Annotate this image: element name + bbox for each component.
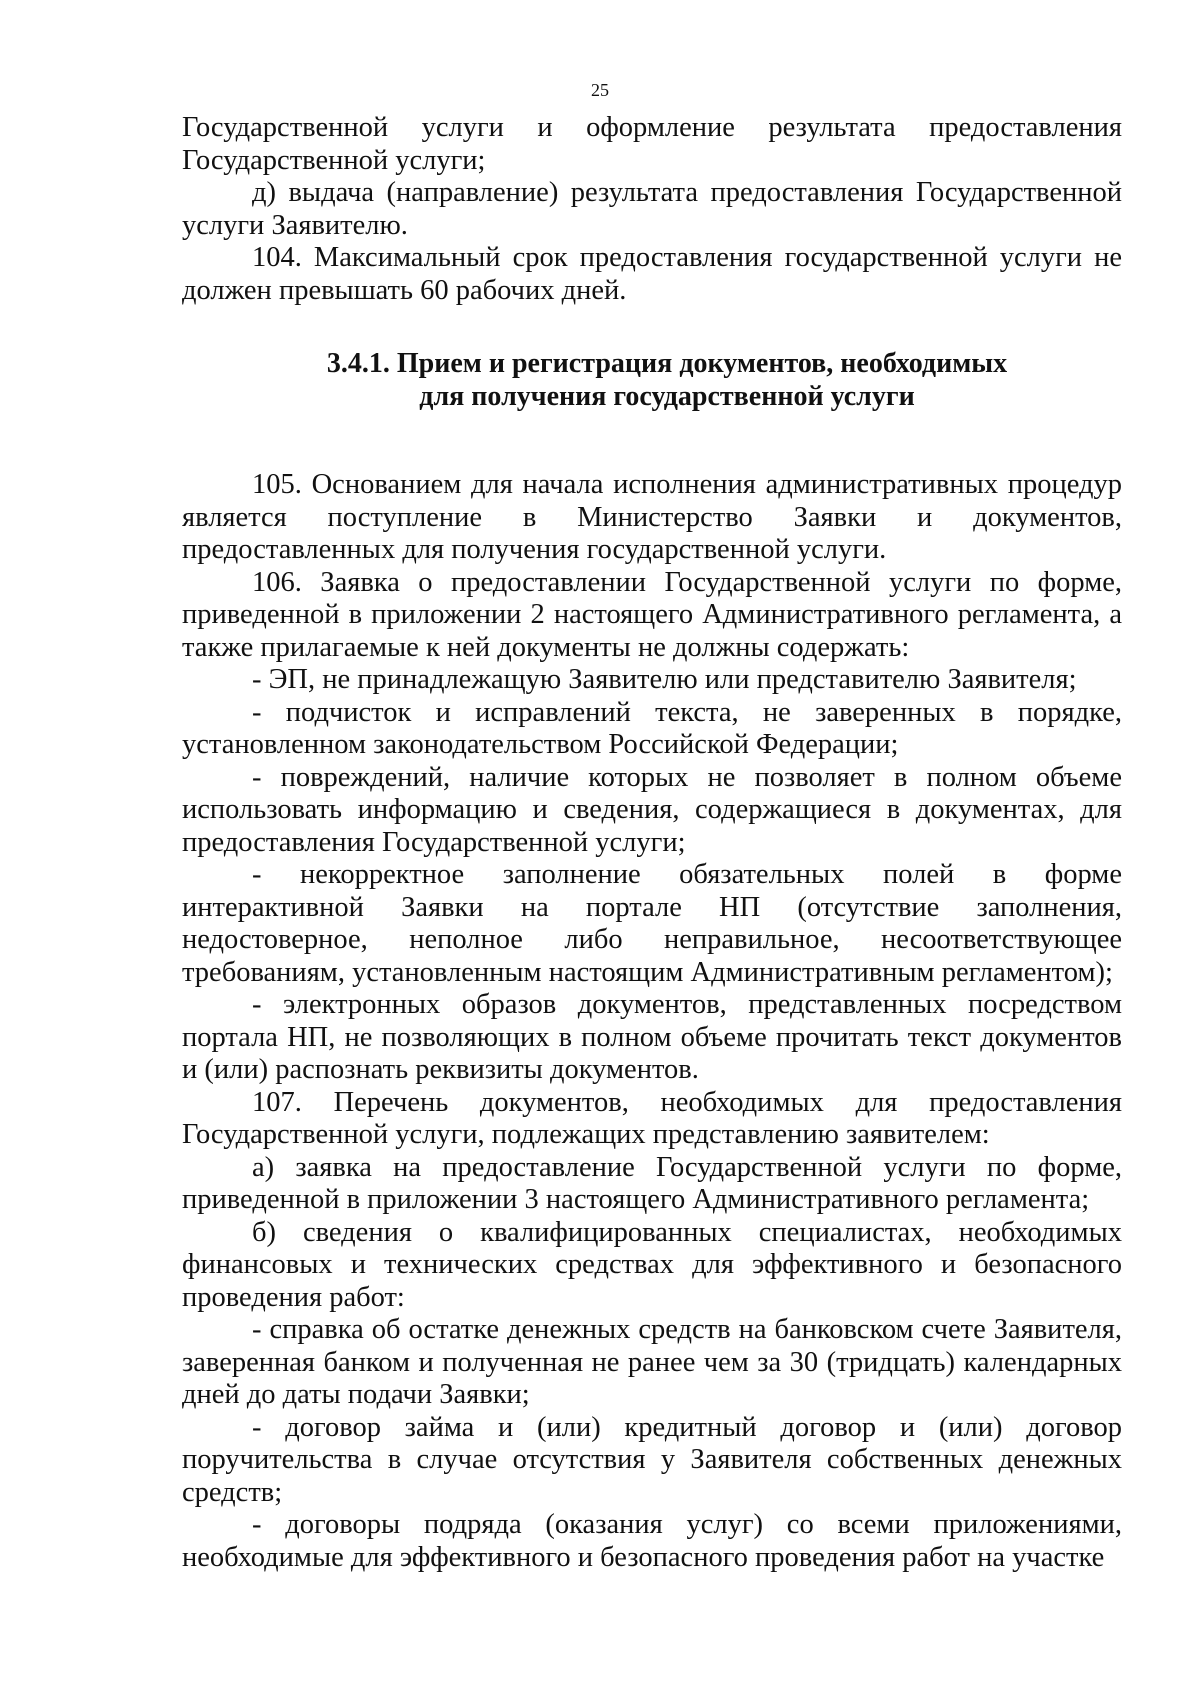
list-item-107-b-3: - договоры подряда (оказания услуг) со всеми приложениями, необходимые для эффективного и безопасного проведения работ на участке: [182, 1509, 1122, 1573]
section-heading-line-2: для получения государственной услуги: [419, 381, 915, 412]
paragraph-104: 104. Максимальный срок предоставления государственной услуги не должен превышать 60 рабочих дней.: [182, 242, 1122, 306]
document-body: [182, 112, 1122, 1574]
list-item-107-a: а) заявка на предоставление Государственной услуги по форме, приведенной в приложении 3 настоящего Административного регламента;: [182, 1151, 1122, 1215]
list-item-106-2: - подчисток и исправлений текста, не заверенных в порядке, установленном законодательством Российской Федерации;: [182, 696, 1122, 760]
list-item-106-3: - повреждений, наличие которых не позволяет в полном объеме использовать информацию и сведения, содержащиеся в документах, для предоставления Государственной услуги;: [182, 761, 1122, 858]
paragraph-106: 106. Заявка о предоставлении Государственной услуги по форме, приведенной в приложении 2 настоящего Административного регламента, а также прилагаемые к ней документы не должны содержать:: [182, 566, 1122, 663]
list-item-107-b: б) сведения о квалифицированных специалистах, необходимых финансовых и технических средствах для эффективного и безопасного проведения работ:: [182, 1216, 1122, 1313]
list-item-107-b-1: - справка об остатке денежных средств на банковском счете Заявителя, заверенная банком и полученная не ранее чем за 30 (тридцать) календарных дней до даты подачи Заявки;: [182, 1314, 1122, 1410]
section-heading-line-1: 3.4.1. Прием и регистрация документов, необходимых: [326, 348, 1008, 379]
section-heading: [182, 347, 1122, 413]
paragraph-continuation: Государственной услуги и оформление результата предоставления Государственной услуги;: [182, 112, 1122, 176]
paragraph-107: 107. Перечень документов, необходимых для предоставления Государственной услуги, подлежащих представлению заявителем:: [182, 1086, 1122, 1150]
paragraph-item-d: д) выдача (направление) результата предоставления Государственной услуги Заявителю.: [182, 177, 1122, 241]
list-item-106-1: - ЭП, не принадлежащую Заявителю или представителю Заявителя;: [252, 664, 1077, 695]
list-item-107-b-2: - договор займа и (или) кредитный договор и (или) договор поручительства в случае отсутствия у Заявителя собственных денежных средств;: [182, 1411, 1122, 1508]
page-number: 25: [591, 80, 609, 100]
paragraph-105: 105. Основанием для начала исполнения административных процедур является поступление в Министерство Заявки и документов, предоставленных для получения государственной услуги.: [182, 469, 1122, 565]
list-item-106-5: - электронных образов документов, представленных посредством портала НП, не позволяющих в полном объеме прочитать текст документов и (или) распознать реквизиты документов.: [182, 989, 1122, 1085]
list-item-106-4: - некорректное заполнение обязательных полей в форме интерактивной Заявки на портале НП (отсутствие заполнения, недостоверное, неполное либо неправильное, несоответствующее требованиям, установленным настоящим Административным регламентом);: [182, 859, 1122, 988]
